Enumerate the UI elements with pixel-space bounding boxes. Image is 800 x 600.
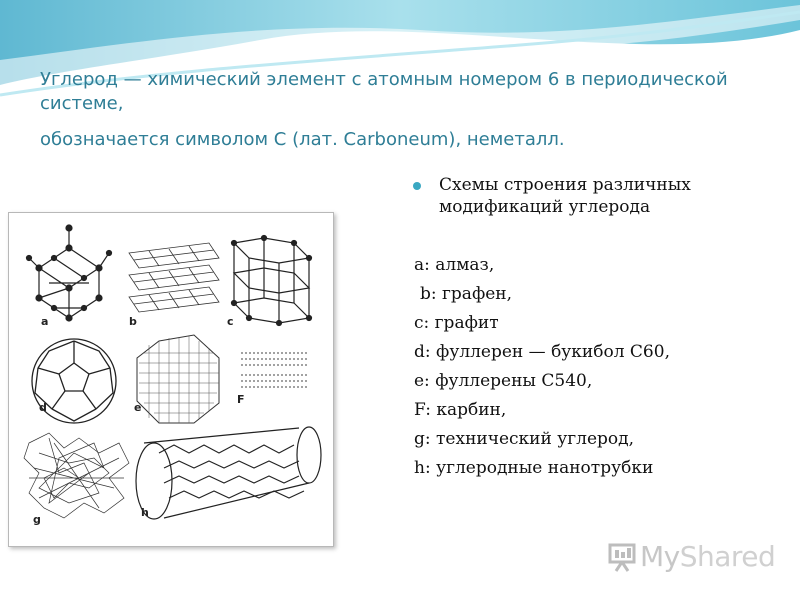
legend-item: b: графен, bbox=[420, 284, 513, 304]
diamond-structure bbox=[27, 225, 112, 321]
logo-text bbox=[640, 540, 775, 573]
amorphous-carbon-structure bbox=[24, 433, 129, 518]
title-line-1: Углерод — химический элемент с атомным номером 6 в периодической системе, bbox=[40, 69, 728, 114]
carbyne-structure bbox=[241, 353, 309, 387]
legend-item: F: карбин, bbox=[414, 400, 507, 420]
figure-label-h: h bbox=[141, 506, 149, 519]
nanotube-structure bbox=[136, 427, 321, 519]
title-line-2: обозначается символом C (лат. Carboneum), неметалл. bbox=[40, 129, 565, 150]
presentation-board-icon bbox=[606, 539, 640, 573]
allotropes-legend bbox=[414, 254, 670, 486]
fullerene-c540-structure bbox=[137, 335, 219, 423]
carbon-allotropes-figure bbox=[8, 212, 334, 547]
figure-label-g: g bbox=[33, 513, 41, 526]
figure-label-d: d bbox=[39, 401, 47, 414]
figure-label-b: b bbox=[129, 315, 137, 328]
figure-label-c: c bbox=[227, 315, 234, 328]
legend-item: e: фуллерены C540, bbox=[414, 371, 593, 391]
allotropes-illustration bbox=[9, 213, 333, 546]
legend-item: h: углеродные нанотрубки bbox=[414, 458, 654, 478]
figure-label-f: F bbox=[237, 393, 245, 406]
logo-text-shared: Shared bbox=[679, 539, 776, 573]
bullet-item bbox=[415, 174, 785, 218]
bullet-text: Схемы строения различных модификаций углерода bbox=[439, 175, 691, 217]
figure-label-a: a bbox=[41, 315, 49, 328]
graphene-structure bbox=[129, 243, 219, 312]
bullet-dot-icon bbox=[413, 182, 421, 190]
legend-item: c: графит bbox=[414, 313, 499, 333]
legend-item: d: фуллерен — букибол C60, bbox=[414, 342, 670, 362]
legend-item: a: алмаз, bbox=[414, 255, 495, 275]
graphite-structure bbox=[232, 236, 312, 326]
logo-text-my: My bbox=[640, 539, 680, 573]
slide-title bbox=[40, 68, 760, 152]
myshared-logo bbox=[606, 536, 775, 576]
figure-label-e: e bbox=[134, 401, 142, 414]
legend-item: g: технический углерод, bbox=[414, 429, 634, 449]
